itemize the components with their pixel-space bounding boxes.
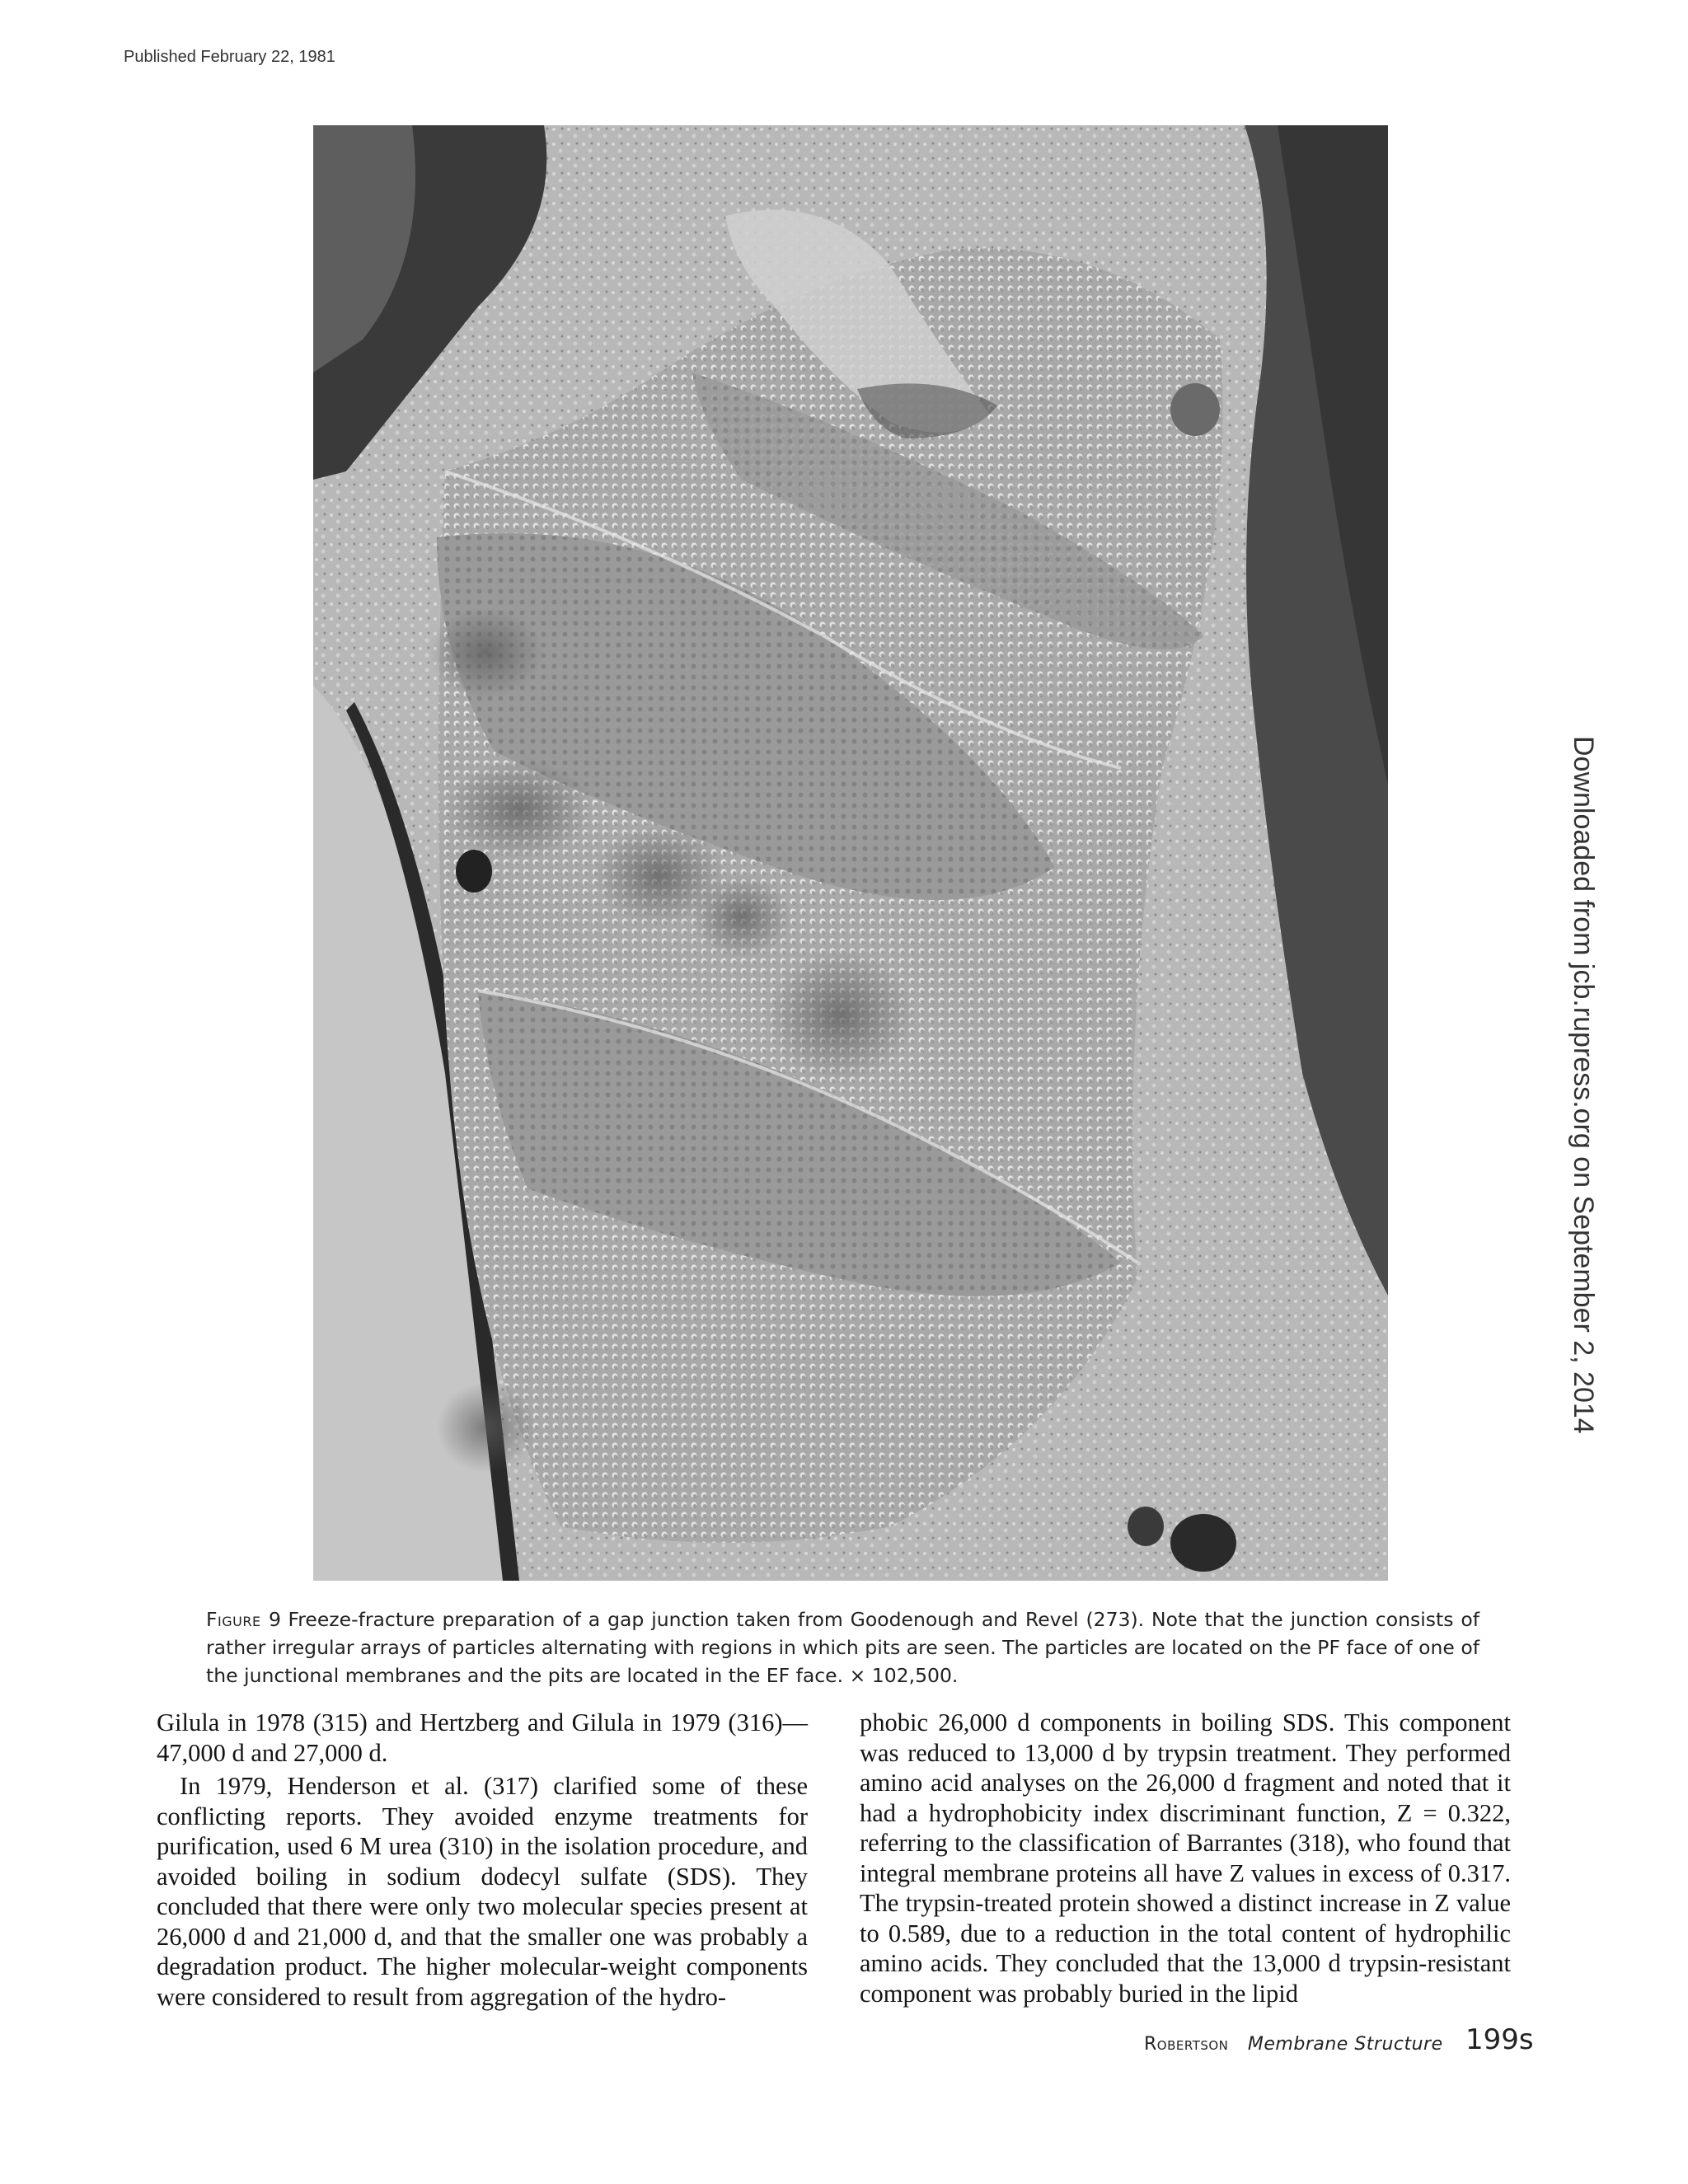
footer-author: Robertson — [1144, 2034, 1229, 2055]
left-paragraph-1: Gilula in 1978 (315) and Hertzberg and Gilula in 1979 (316)—47,000 d and 27,000 d. — [157, 1708, 808, 1767]
page-number: 199s — [1465, 2023, 1534, 2056]
right-column — [860, 1708, 1511, 2008]
footer-title: Membrane Structure — [1247, 2034, 1443, 2055]
left-paragraph-2: In 1979, Henderson et al. (317) clarified some of these conflicting reports. They avoided enzyme treatments for purification, used 6 M urea (310) in the isolation procedure, and avoided boiling in sodium dodecyl sulfate (SDS). They concluded that there were only two molecular species present at 26,000 d and 21,000 d, and that the smaller one was probably a degradation product. The higher molecular-weight components were considered to result from aggregation of the hydro- — [157, 1772, 808, 2011]
left-column — [157, 1708, 808, 2012]
figure-caption-text: Freeze-fracture preparation of a gap junction taken from Goodenough and Revel (273). Note that the junction consists of rather irregular arrays of particles alternating with regions in which pits are seen. The particles are located on the PF face of one of the junctional membranes and the pits are located in the EF face. × 102,500. — [206, 1608, 1480, 1687]
running-footer — [1144, 2034, 1443, 2055]
publication-date: Published February 22, 1981 — [124, 48, 335, 66]
figure-caption — [206, 1605, 1479, 1690]
figure-label: Figure 9 — [206, 1608, 282, 1631]
figure-9-micrograph — [313, 125, 1388, 1581]
download-notice: Downloaded from jcb.rupress.org on September 2, 2014 — [1568, 736, 1599, 1434]
right-paragraph-1: phobic 26,000 d components in boiling SDS. This component was reduced to 13,000 d by trypsin treatment. They performed amino acid analyses on the 26,000 d fragment and noted that it had a hydrophobicity index discriminant function, Z = 0.322, referring to the classification of Barrantes (318), who found that integral membrane proteins all have Z values in excess of 0.317. The trypsin-treated protein showed a distinct increase in Z value to 0.589, due to a reduction in the total content of hydrophilic amino acids. They concluded that the 13,000 d trypsin-resistant component was probably buried in the lipid — [860, 1708, 1511, 2008]
